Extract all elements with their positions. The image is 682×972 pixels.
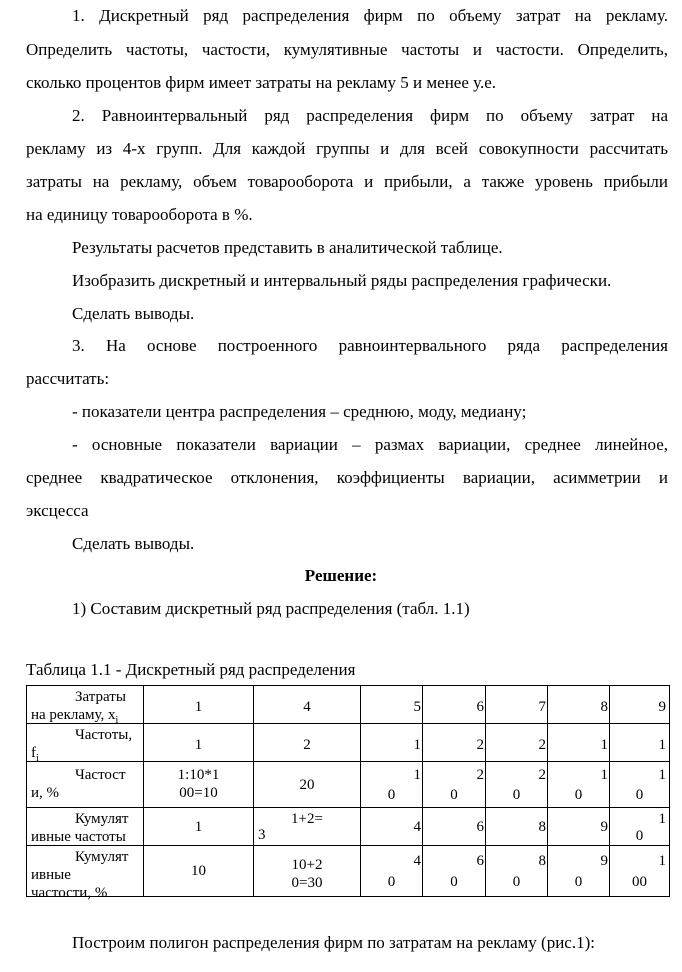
solution-step1: 1) Составим дискретный ряд распределения (табл. 1.1) bbox=[72, 599, 470, 618]
cell: 6 bbox=[423, 808, 486, 846]
cell: 1 bbox=[610, 724, 670, 762]
cell: 1 0 bbox=[610, 808, 670, 846]
cell: 7 bbox=[486, 686, 548, 724]
cell: 5 bbox=[361, 686, 423, 724]
task-p8-line3: эксцесса bbox=[26, 501, 89, 520]
task-p9: Сделать выводы. bbox=[72, 534, 195, 553]
task-p3: Результаты расчетов представить в аналитической таблице. bbox=[72, 238, 503, 257]
cell: 6 0 bbox=[423, 846, 486, 897]
cell: 10 bbox=[144, 846, 254, 897]
cell: 1 bbox=[361, 724, 423, 762]
cell: 2 0 bbox=[423, 762, 486, 808]
task-p8-line2: среднее квадратическое отклонения, коэффициенты вариации, асимметрии и bbox=[26, 468, 668, 487]
cell: 4 bbox=[254, 686, 361, 724]
task-p8-line1: - основные показатели вариации – размах вариации, среднее линейное, bbox=[72, 435, 668, 454]
cell: 8 bbox=[548, 686, 610, 724]
cell: 6 bbox=[423, 686, 486, 724]
cell: 1 00 bbox=[610, 846, 670, 897]
cell: 9 bbox=[610, 686, 670, 724]
task-p2-line3: затраты на рекламу, объем товарооборота и прибыли, а также уровень прибыли bbox=[26, 172, 668, 191]
cell: 1 0 bbox=[548, 762, 610, 808]
row-header-costs: Затраты на рекламу, $x_i$ bbox=[27, 686, 144, 724]
table-row-frequencies bbox=[27, 724, 670, 762]
row-header-frequencies: Частоты, $f_i$ bbox=[27, 724, 144, 762]
cell: 1 bbox=[144, 686, 254, 724]
task-p2-line4: на единицу товарооборота в %. bbox=[26, 205, 253, 224]
cell: 4 0 bbox=[361, 846, 423, 897]
row-header-relative-frequencies: Частост и, % bbox=[27, 762, 144, 808]
distribution-table bbox=[26, 685, 670, 901]
cell: 8 bbox=[486, 808, 548, 846]
table-row-relative-frequencies bbox=[27, 762, 670, 808]
row-header-cumulative-frequencies: Кумулят ивные частоты bbox=[27, 808, 144, 846]
cell: 10+2 0=30 bbox=[254, 846, 361, 897]
task-p2-line2: рекламу из 4-х групп. Для каждой группы и для всей совокупности рассчитать bbox=[26, 139, 668, 158]
cell: 8 0 bbox=[486, 846, 548, 897]
task-p5: Сделать выводы. bbox=[72, 304, 195, 323]
cell: 9 0 bbox=[548, 846, 610, 897]
cell: 9 bbox=[548, 808, 610, 846]
task-p1-line2: Определить частоты, частости, кумулятивные частоты и частости. Определить, bbox=[26, 40, 668, 59]
cell: 1 bbox=[144, 808, 254, 846]
cell: 2 bbox=[486, 724, 548, 762]
cell: 20 bbox=[254, 762, 361, 808]
cell: 4 bbox=[361, 808, 423, 846]
solution-heading: Решение: bbox=[304, 566, 378, 585]
cell: 2 bbox=[423, 724, 486, 762]
table-caption: Таблица 1.1 - Дискретный ряд распределения bbox=[26, 660, 356, 679]
cell: 1 bbox=[144, 724, 254, 762]
task-p2-line1: 2. Равноинтервальный ряд распределения фирм по объему затрат на bbox=[72, 106, 668, 125]
cell: 1 bbox=[548, 724, 610, 762]
solution-footer: Построим полигон распределения фирм по затратам на рекламу (рис.1): bbox=[72, 933, 595, 952]
task-p7: - показатели центра распределения – среднюю, моду, медиану; bbox=[72, 402, 527, 421]
task-p1-line3: сколько процентов фирм имеет затраты на рекламу 5 и менее у.е. bbox=[26, 73, 496, 92]
task-p1-line1: 1. Дискретный ряд распределения фирм по объему затрат на рекламу. bbox=[72, 6, 668, 25]
cell: 2 bbox=[254, 724, 361, 762]
table-row-cumulative-relative-frequencies bbox=[27, 846, 670, 897]
task-p6-line2: рассчитать: bbox=[26, 369, 110, 388]
task-p4: Изобразить дискретный и интервальный ряды распределения графически. bbox=[72, 271, 612, 290]
cell: 1+2= 3 bbox=[254, 808, 361, 846]
cell: 1 0 bbox=[361, 762, 423, 808]
cell: 1 0 bbox=[610, 762, 670, 808]
row-header-cumulative-relative-frequencies: Кумулят ивные частости, % bbox=[27, 846, 144, 897]
cell: 1:10*1 00=10 bbox=[144, 762, 254, 808]
table-row-cumulative-frequencies bbox=[27, 808, 670, 846]
task-p6-line1: 3. На основе построенного равноинтервального ряда распределения bbox=[72, 336, 668, 355]
table-row-costs bbox=[27, 686, 670, 724]
cell: 2 0 bbox=[486, 762, 548, 808]
